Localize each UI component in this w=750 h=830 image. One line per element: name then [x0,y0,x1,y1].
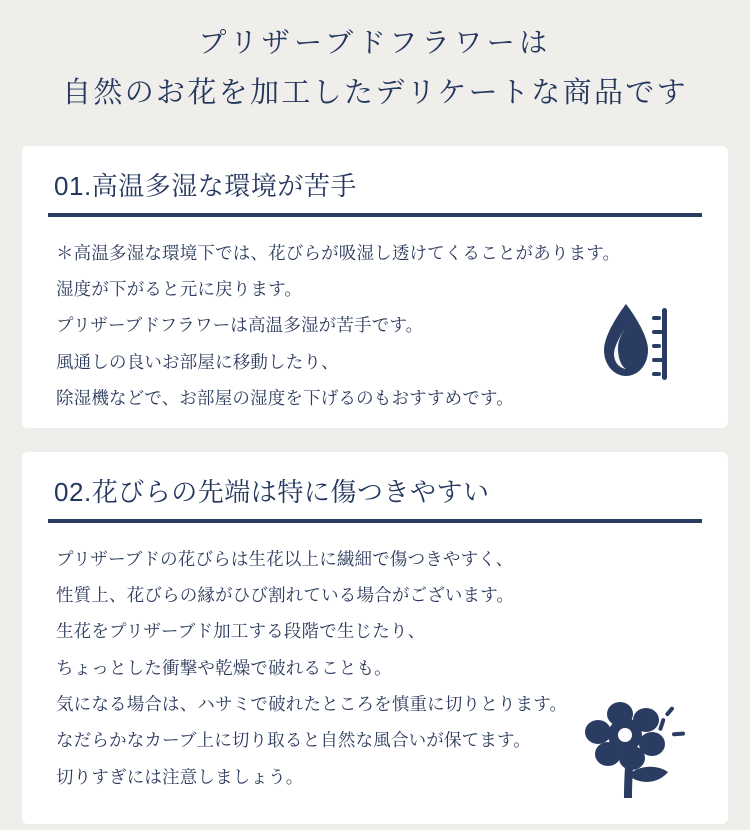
body-line: 湿度が下がると元に戻ります。 [56,278,303,299]
section-divider-02 [48,519,702,523]
body-line: ちょっとした衝撃や乾燥で破れることも。 [56,657,392,678]
body-line: 除湿機などで、お部屋の湿度を下げるのもおすすめです。 [56,388,514,409]
headline-line-2: 自然のお花を加工したデリケートな商品です [62,77,688,109]
page-title [0,0,750,116]
section-divider-01 [48,213,702,217]
body-line: 風通しの良いお部屋に移動したり、 [56,351,339,372]
body-line: 生花をプリザーブド加工する段階で生じたり、 [56,621,426,642]
section-title-02: 02.花びらの先端は特に傷つきやすい [54,476,490,507]
body-line: プリザーブドフラワーは高温多湿が苦手です。 [56,315,424,336]
section-card-02 [22,452,728,824]
body-line: 気になる場合は、ハサミで破れたところを慎重に切りとります。 [56,694,568,715]
section-title-01: 01.高温多湿な環境が苦手 [54,170,357,201]
section-body-02 [48,541,702,796]
section-body-01 [48,235,702,417]
headline-line-1: プリザーブドフラワーは [198,27,552,58]
body-line: 性質上、花びらの縁がひび割れている場合がございます。 [56,584,515,605]
body-line: なだらかなカーブ上に切り取ると自然な風合いが保てます。 [56,730,531,751]
section-card-01 [22,146,728,428]
body-line: 切りすぎには注意しましょう。 [56,766,304,787]
body-line: プリザーブドの花びらは生花以上に繊細で傷つきやすく、 [56,548,514,569]
body-line: ＊高温多湿な環境下では、花びらが吸湿し透けてくることがあります。 [56,242,621,263]
